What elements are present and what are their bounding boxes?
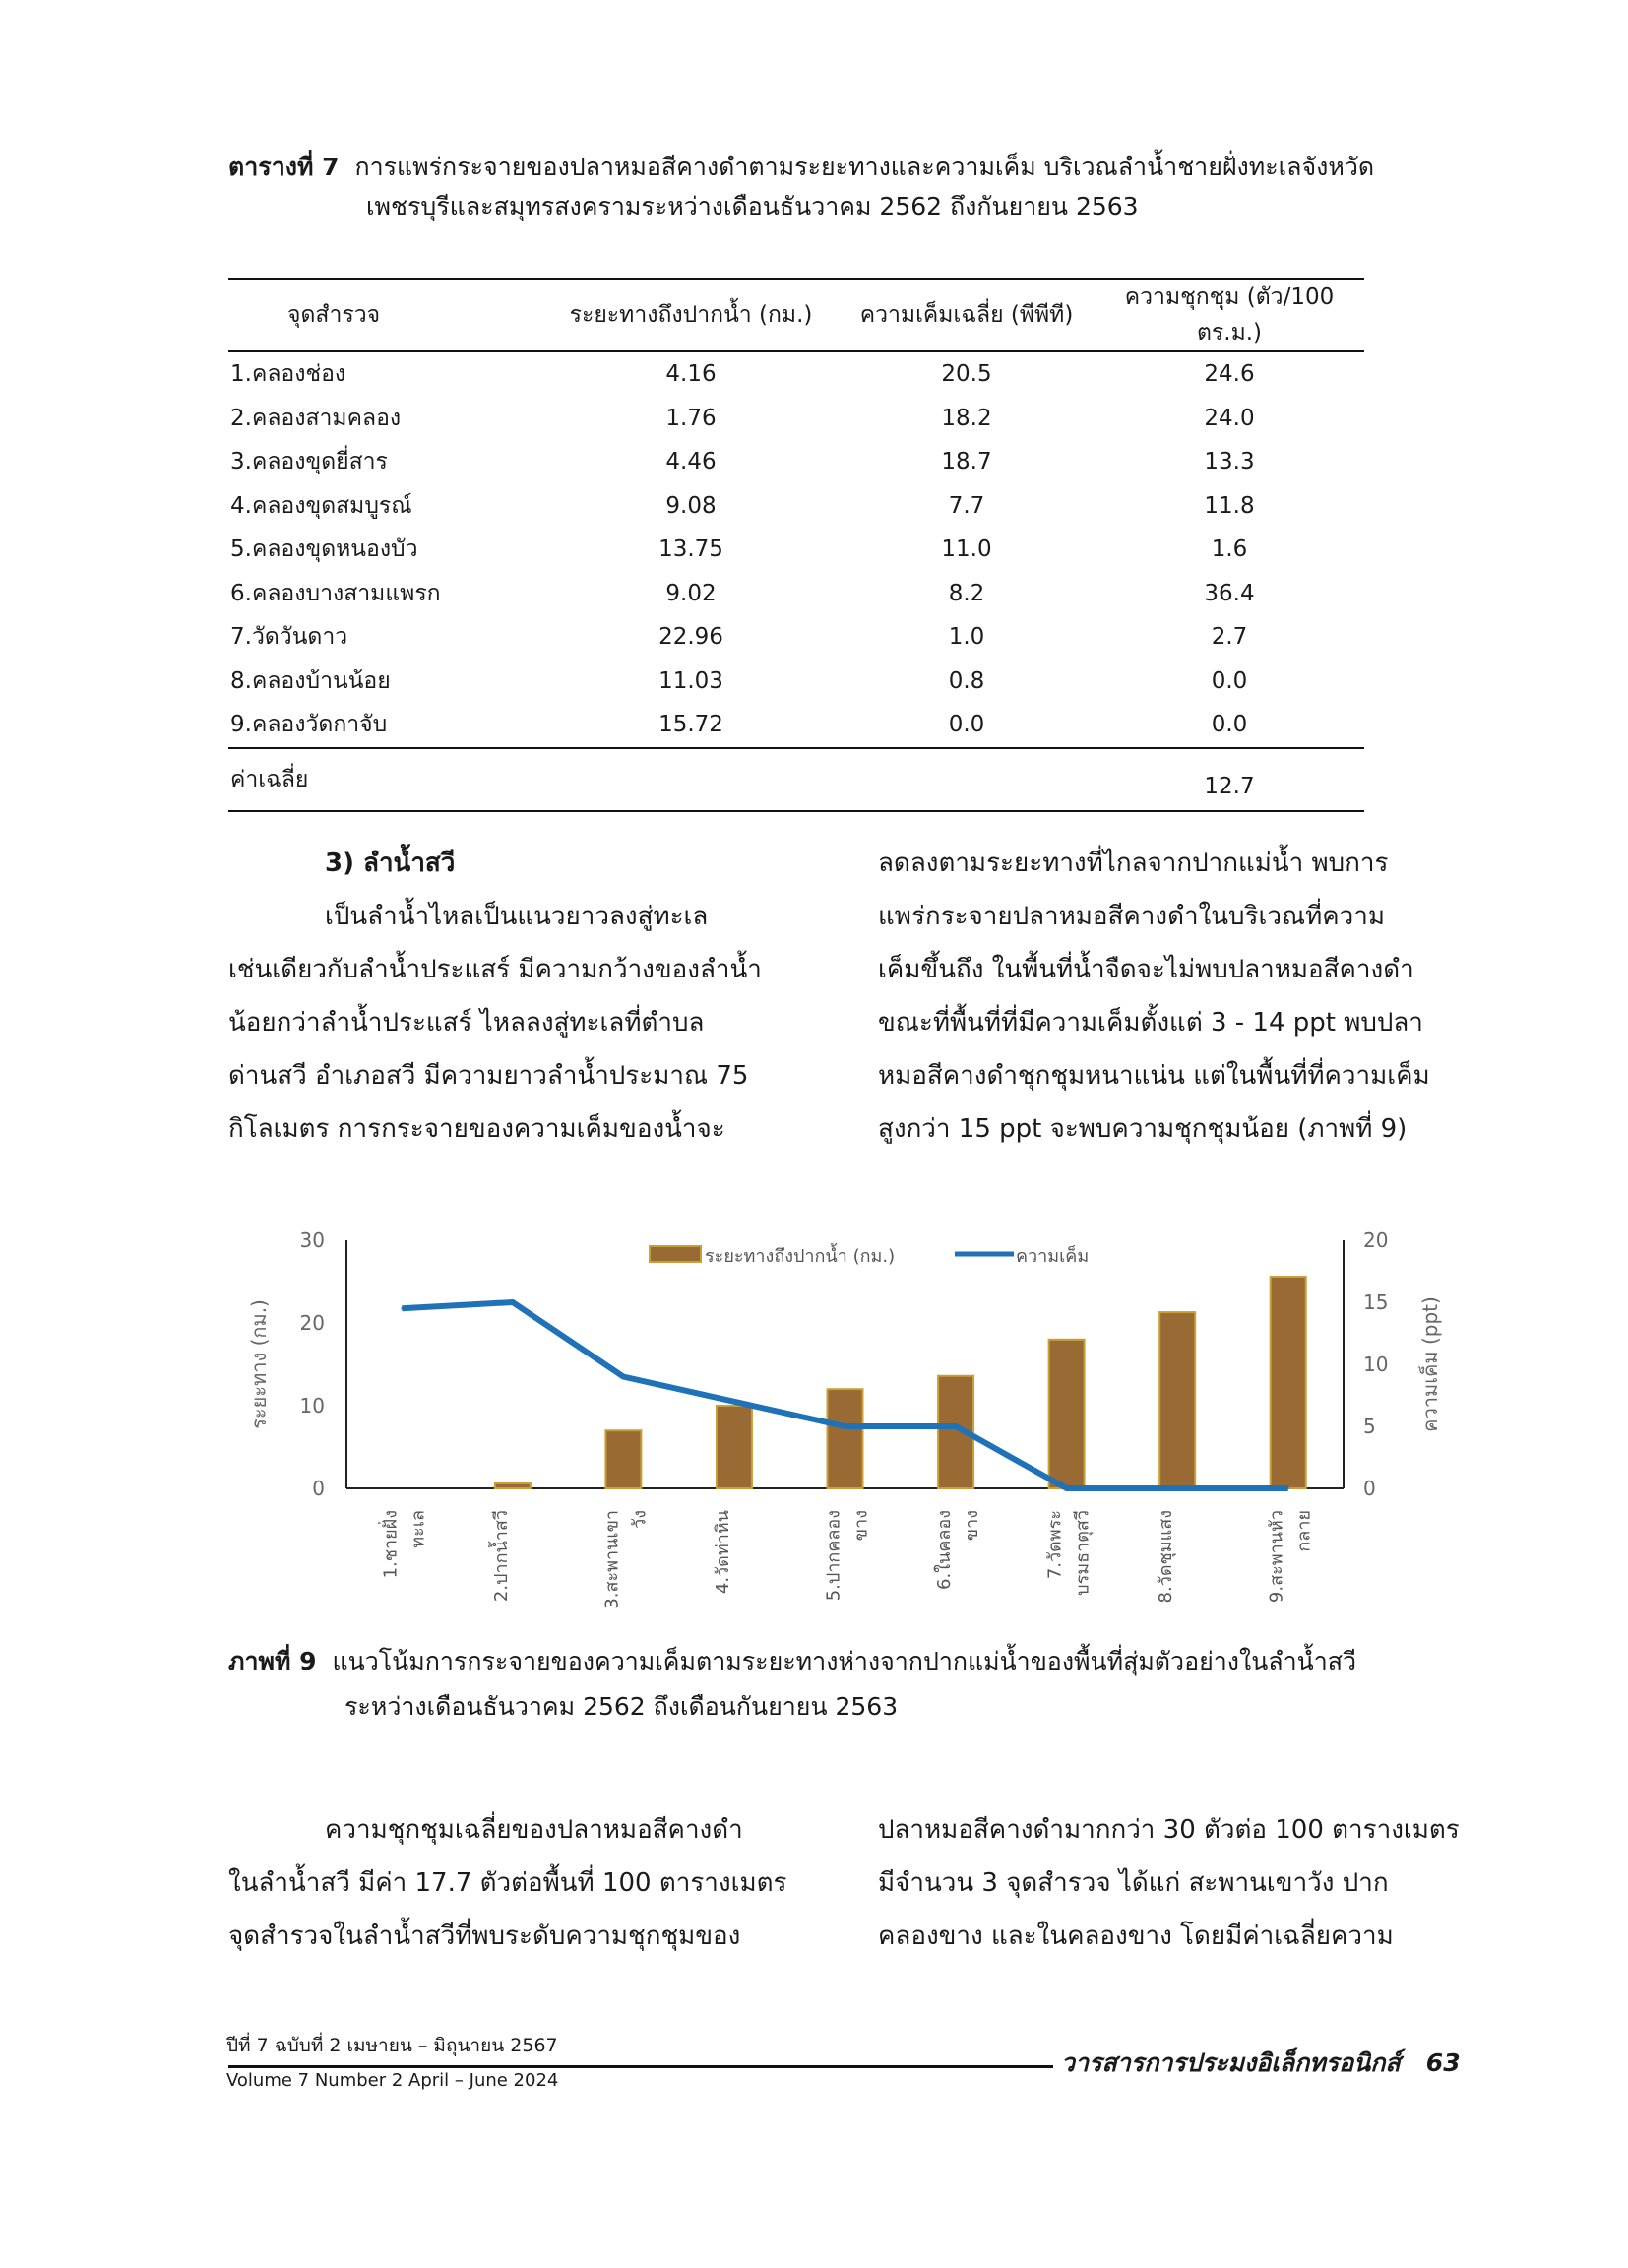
distance-bar	[1271, 1277, 1306, 1488]
x-tick-label: 6.ในคลอง	[934, 1510, 956, 1590]
abundance-cell: 0.0	[1211, 712, 1248, 738]
table-row	[228, 484, 1364, 529]
distance-bar	[1159, 1312, 1195, 1488]
station-cell: 8.คลองบ้านน้อย	[230, 667, 391, 694]
text-line: กิโลเมตร การกระจายของความเค็มของน้ำจะ	[228, 1114, 725, 1144]
y-axis-label: ระยะทาง (กม.)	[247, 1299, 271, 1429]
y-tick-label: 10	[299, 1394, 325, 1418]
figure-caption-line2: ระหว่างเดือนธันวาคม 2562 ถึงเดือนกันยายน 2563	[344, 1692, 899, 1721]
y-tick-label: 30	[299, 1228, 325, 1252]
table-row	[228, 572, 1364, 616]
text-line: คลองขาง และในคลองขาง โดยมีค่าเฉลี่ยความ	[878, 1922, 1394, 1951]
table-caption-line1	[228, 148, 1439, 187]
salinity-cell: 20.5	[941, 361, 992, 388]
x-tick-label: 9.สะพานหัว	[1266, 1510, 1287, 1604]
legend-bar-label: ระยะทางถึงปากน้ำ (กม.)	[705, 1246, 896, 1267]
text-line: ด่านสวี อำเภอสวี มีความยาวลำน้ำประมาณ 75	[228, 1061, 749, 1091]
table-caption-line2: เพชรบุรีและสมุทรสงครามระหว่างเดือนธันวาคม 2562 ถึงกันยายน 2563	[366, 192, 1139, 220]
distance-cell: 13.75	[658, 536, 723, 563]
salinity-point	[955, 1425, 957, 1427]
section-left-column	[228, 837, 784, 1156]
y2-tick-label: 0	[1363, 1477, 1376, 1500]
footer-rule	[228, 2065, 1053, 2068]
text-line: สูงกว่า 15 ppt จะพบความชุกชุมน้อย (ภาพที่ 9)	[878, 1114, 1408, 1144]
table-row	[228, 351, 1364, 397]
x-tick-label: บรมธาตุสวี	[1072, 1510, 1094, 1596]
average-value: 12.7	[1095, 748, 1364, 811]
table-row	[228, 528, 1364, 572]
distance-bar	[717, 1406, 752, 1488]
station-cell: 7.วัดวันดาว	[230, 624, 348, 651]
table-caption-label: ตารางที่ 7	[228, 153, 340, 181]
figure-caption	[228, 1642, 1469, 1727]
salinity-distance-chart	[226, 1221, 1476, 1614]
x-tick-label: 3.สะพานเขา	[601, 1510, 623, 1609]
salinity-point	[512, 1301, 514, 1303]
x-tick-label: 5.ปากคลอง	[823, 1510, 845, 1602]
table-average-row	[228, 748, 1364, 811]
abundance-cell: 2.7	[1211, 624, 1248, 651]
text-line: ปลาหมอสีคางดำมากกว่า 30 ตัวต่อ 100 ตารางเมตร	[878, 1815, 1460, 1845]
average-empty-2	[839, 748, 1095, 811]
y2-tick-label: 5	[1363, 1415, 1376, 1438]
text-line: ในลำน้ำสวี มีค่า 17.7 ตัวต่อพื้นที่ 100 ตารางเมตร	[228, 1868, 787, 1898]
salinity-point	[733, 1401, 735, 1403]
legend-bar-swatch	[650, 1246, 701, 1262]
footer-issue	[226, 2031, 558, 2091]
abundance-cell: 1.6	[1211, 536, 1248, 563]
text-line: เป็นลำน้ำไหลเป็นแนวยาวลงสู่ทะเล	[325, 902, 709, 931]
legend-line-label: ความเค็ม	[1016, 1246, 1090, 1267]
salinity-point	[622, 1376, 624, 1378]
y2-axis-label: ความเค็ม (ppt)	[1418, 1296, 1442, 1432]
x-tick-label: ขาง	[850, 1510, 872, 1542]
abundance-cell: 0.0	[1211, 667, 1248, 694]
x-tick-label: กลาย	[1293, 1510, 1315, 1552]
distance-cell: 4.16	[665, 361, 717, 388]
x-tick-label: 1.ชายฝั่ง	[380, 1510, 402, 1579]
salinity-point	[1176, 1487, 1178, 1489]
text-line: เช่นเดียวกับลำน้ำประแสร์ มีความกว้างของลำน้ำ	[228, 955, 762, 984]
section-right-text	[878, 837, 1451, 1156]
table-row	[228, 397, 1364, 441]
table-row	[228, 440, 1364, 484]
section-heading: 3) ลำน้ำสวี	[325, 849, 456, 878]
average-label: ค่าเฉลี่ย	[228, 748, 543, 811]
salinity-point	[1066, 1487, 1068, 1489]
average-empty-1	[543, 748, 839, 811]
chart-bars	[495, 1277, 1306, 1488]
x-tick-label: ทะเล	[407, 1510, 429, 1548]
salinity-cell: 18.7	[941, 449, 992, 475]
text-line: หมอสีคางดำชุกชุมหนาแน่น แต่ในพื้นที่ที่ความเค็ม	[878, 1061, 1430, 1091]
y2-tick-label: 20	[1363, 1228, 1389, 1252]
salinity-cell: 8.2	[948, 580, 985, 606]
table-caption	[228, 148, 1439, 226]
salinity-point	[401, 1307, 403, 1309]
journal-name: วารสารการประมงอิเล็กทรอนิกส์	[1061, 2048, 1401, 2077]
table-header-row	[228, 279, 1364, 351]
station-cell: 4.คลองขุดสมบูรณ์	[230, 492, 412, 519]
distance-cell: 11.03	[658, 667, 723, 694]
data-table	[228, 278, 1364, 812]
abundance-cell: 11.8	[1204, 492, 1255, 519]
header-distance: ระยะทางถึงปากน้ำ (กม.)	[543, 279, 839, 351]
distance-bar	[495, 1483, 531, 1488]
table-row	[228, 660, 1364, 704]
station-cell: 6.คลองบางสามแพรก	[230, 580, 441, 606]
salinity-cell: 11.0	[941, 536, 992, 563]
salinity-cell: 0.8	[948, 667, 985, 694]
y-tick-label: 20	[299, 1311, 325, 1335]
salinity-cell: 7.7	[948, 492, 985, 519]
footer-issue-en: Volume 7 Number 2 April – June 2024	[226, 2070, 559, 2091]
header-abundance: ความชุกชุม (ตัว/100 ตร.ม.)	[1095, 279, 1364, 351]
x-tick-label: 4.วัดท่าหิน	[712, 1510, 733, 1595]
station-cell: 9.คลองวัดกาจับ	[230, 712, 388, 738]
figure-caption-text: แนวโน้มการกระจายของความเค็มตามระยะทางห่างจากปากแม่น้ำของพื้นที่สุ่มตัวอย่างในลำน้ำสวี	[332, 1647, 1357, 1675]
distance-cell: 15.72	[658, 712, 723, 738]
distance-cell: 1.76	[665, 405, 717, 431]
section-left-text	[228, 890, 784, 1156]
x-tick-label: 7.วัดพระ	[1044, 1510, 1066, 1580]
table-caption-text: การแพร่กระจายของปลาหมอสีคางดำตามระยะทางและความเค็ม บริเวณลำน้ำชายฝั่งทะเลจังหวัด	[354, 153, 1375, 181]
footer-journal	[1061, 2044, 1461, 2083]
lower-right-column	[878, 1803, 1460, 1963]
distance-cell: 4.46	[665, 449, 717, 475]
table-body	[228, 351, 1364, 748]
x-tick-label: ขาง	[962, 1510, 983, 1542]
footer-issue-th: ปีที่ 7 ฉบับที่ 2 เมษายน – มิถุนายน 2567	[226, 2035, 558, 2056]
y2-tick-label: 15	[1363, 1291, 1389, 1314]
text-line: เค็มขึ้นถึง ในพื้นที่น้ำจืดจะไม่พบปลาหมอสีคางดำ	[878, 955, 1414, 984]
station-cell: 2.คลองสามคลอง	[230, 405, 402, 431]
y-tick-label: 0	[312, 1477, 325, 1500]
table-row	[228, 703, 1364, 748]
text-line: ขณะที่พื้นที่ที่มีความเค็มตั้งแต่ 3 - 14 ppt พบปลา	[878, 1008, 1423, 1038]
salinity-cell: 0.0	[948, 712, 985, 738]
distance-bar	[1049, 1340, 1085, 1488]
salinity-point	[1287, 1487, 1289, 1489]
abundance-cell: 13.3	[1204, 449, 1255, 475]
salinity-cell: 1.0	[948, 624, 985, 651]
text-line: ลดลงตามระยะทางที่ไกลจากปากแม่น้ำ พบการ	[878, 849, 1389, 878]
text-line: จุดสำรวจในลำน้ำสวีที่พบระดับความชุกชุมของ	[228, 1922, 741, 1951]
station-cell: 1.คลองช่อง	[230, 361, 346, 388]
text-line: ความชุกชุมเฉลี่ยของปลาหมอสีคางดำ	[325, 1815, 743, 1845]
y2-tick-label: 10	[1363, 1353, 1389, 1376]
lower-left-column	[228, 1803, 787, 1963]
distance-cell: 22.96	[658, 624, 723, 651]
figure-caption-label: ภาพที่ 9	[228, 1647, 317, 1675]
text-line: มีจำนวน 3 จุดสำรวจ ได้แก่ สะพานเขาวัง ปาก	[878, 1868, 1389, 1898]
salinity-cell: 18.2	[941, 405, 992, 431]
distance-cell: 9.08	[665, 492, 717, 519]
distance-cell: 9.02	[665, 580, 717, 606]
text-line: น้อยกว่าลำน้ำประแสร์ ไหลลงสู่ทะเลที่ตำบล	[228, 1008, 705, 1038]
header-salinity: ความเค็มเฉลี่ย (พีพีที)	[839, 279, 1095, 351]
page-number: 63	[1425, 2048, 1461, 2077]
abundance-cell: 24.0	[1204, 405, 1255, 431]
salinity-point	[845, 1425, 846, 1427]
figure-caption-line1	[228, 1642, 1469, 1681]
station-cell: 5.คลองขุดหนองบัว	[230, 536, 418, 563]
abundance-cell: 24.6	[1204, 361, 1255, 388]
table-row	[228, 615, 1364, 660]
section-right-column	[878, 837, 1451, 1156]
distance-bar	[605, 1430, 641, 1488]
station-cell: 3.คลองขุดยี่สาร	[230, 449, 388, 475]
distance-bar	[828, 1389, 863, 1488]
abundance-cell: 36.4	[1204, 580, 1255, 606]
x-tick-label: 8.วัดชุมแสง	[1156, 1510, 1177, 1604]
text-line: แพร่กระจายปลาหมอสีคางดำในบริเวณที่ความ	[878, 902, 1385, 931]
x-tick-label: 2.ปากน้ำสวี	[490, 1510, 512, 1603]
x-tick-label: วัง	[629, 1510, 651, 1529]
header-station: จุดสำรวจ	[228, 279, 543, 351]
